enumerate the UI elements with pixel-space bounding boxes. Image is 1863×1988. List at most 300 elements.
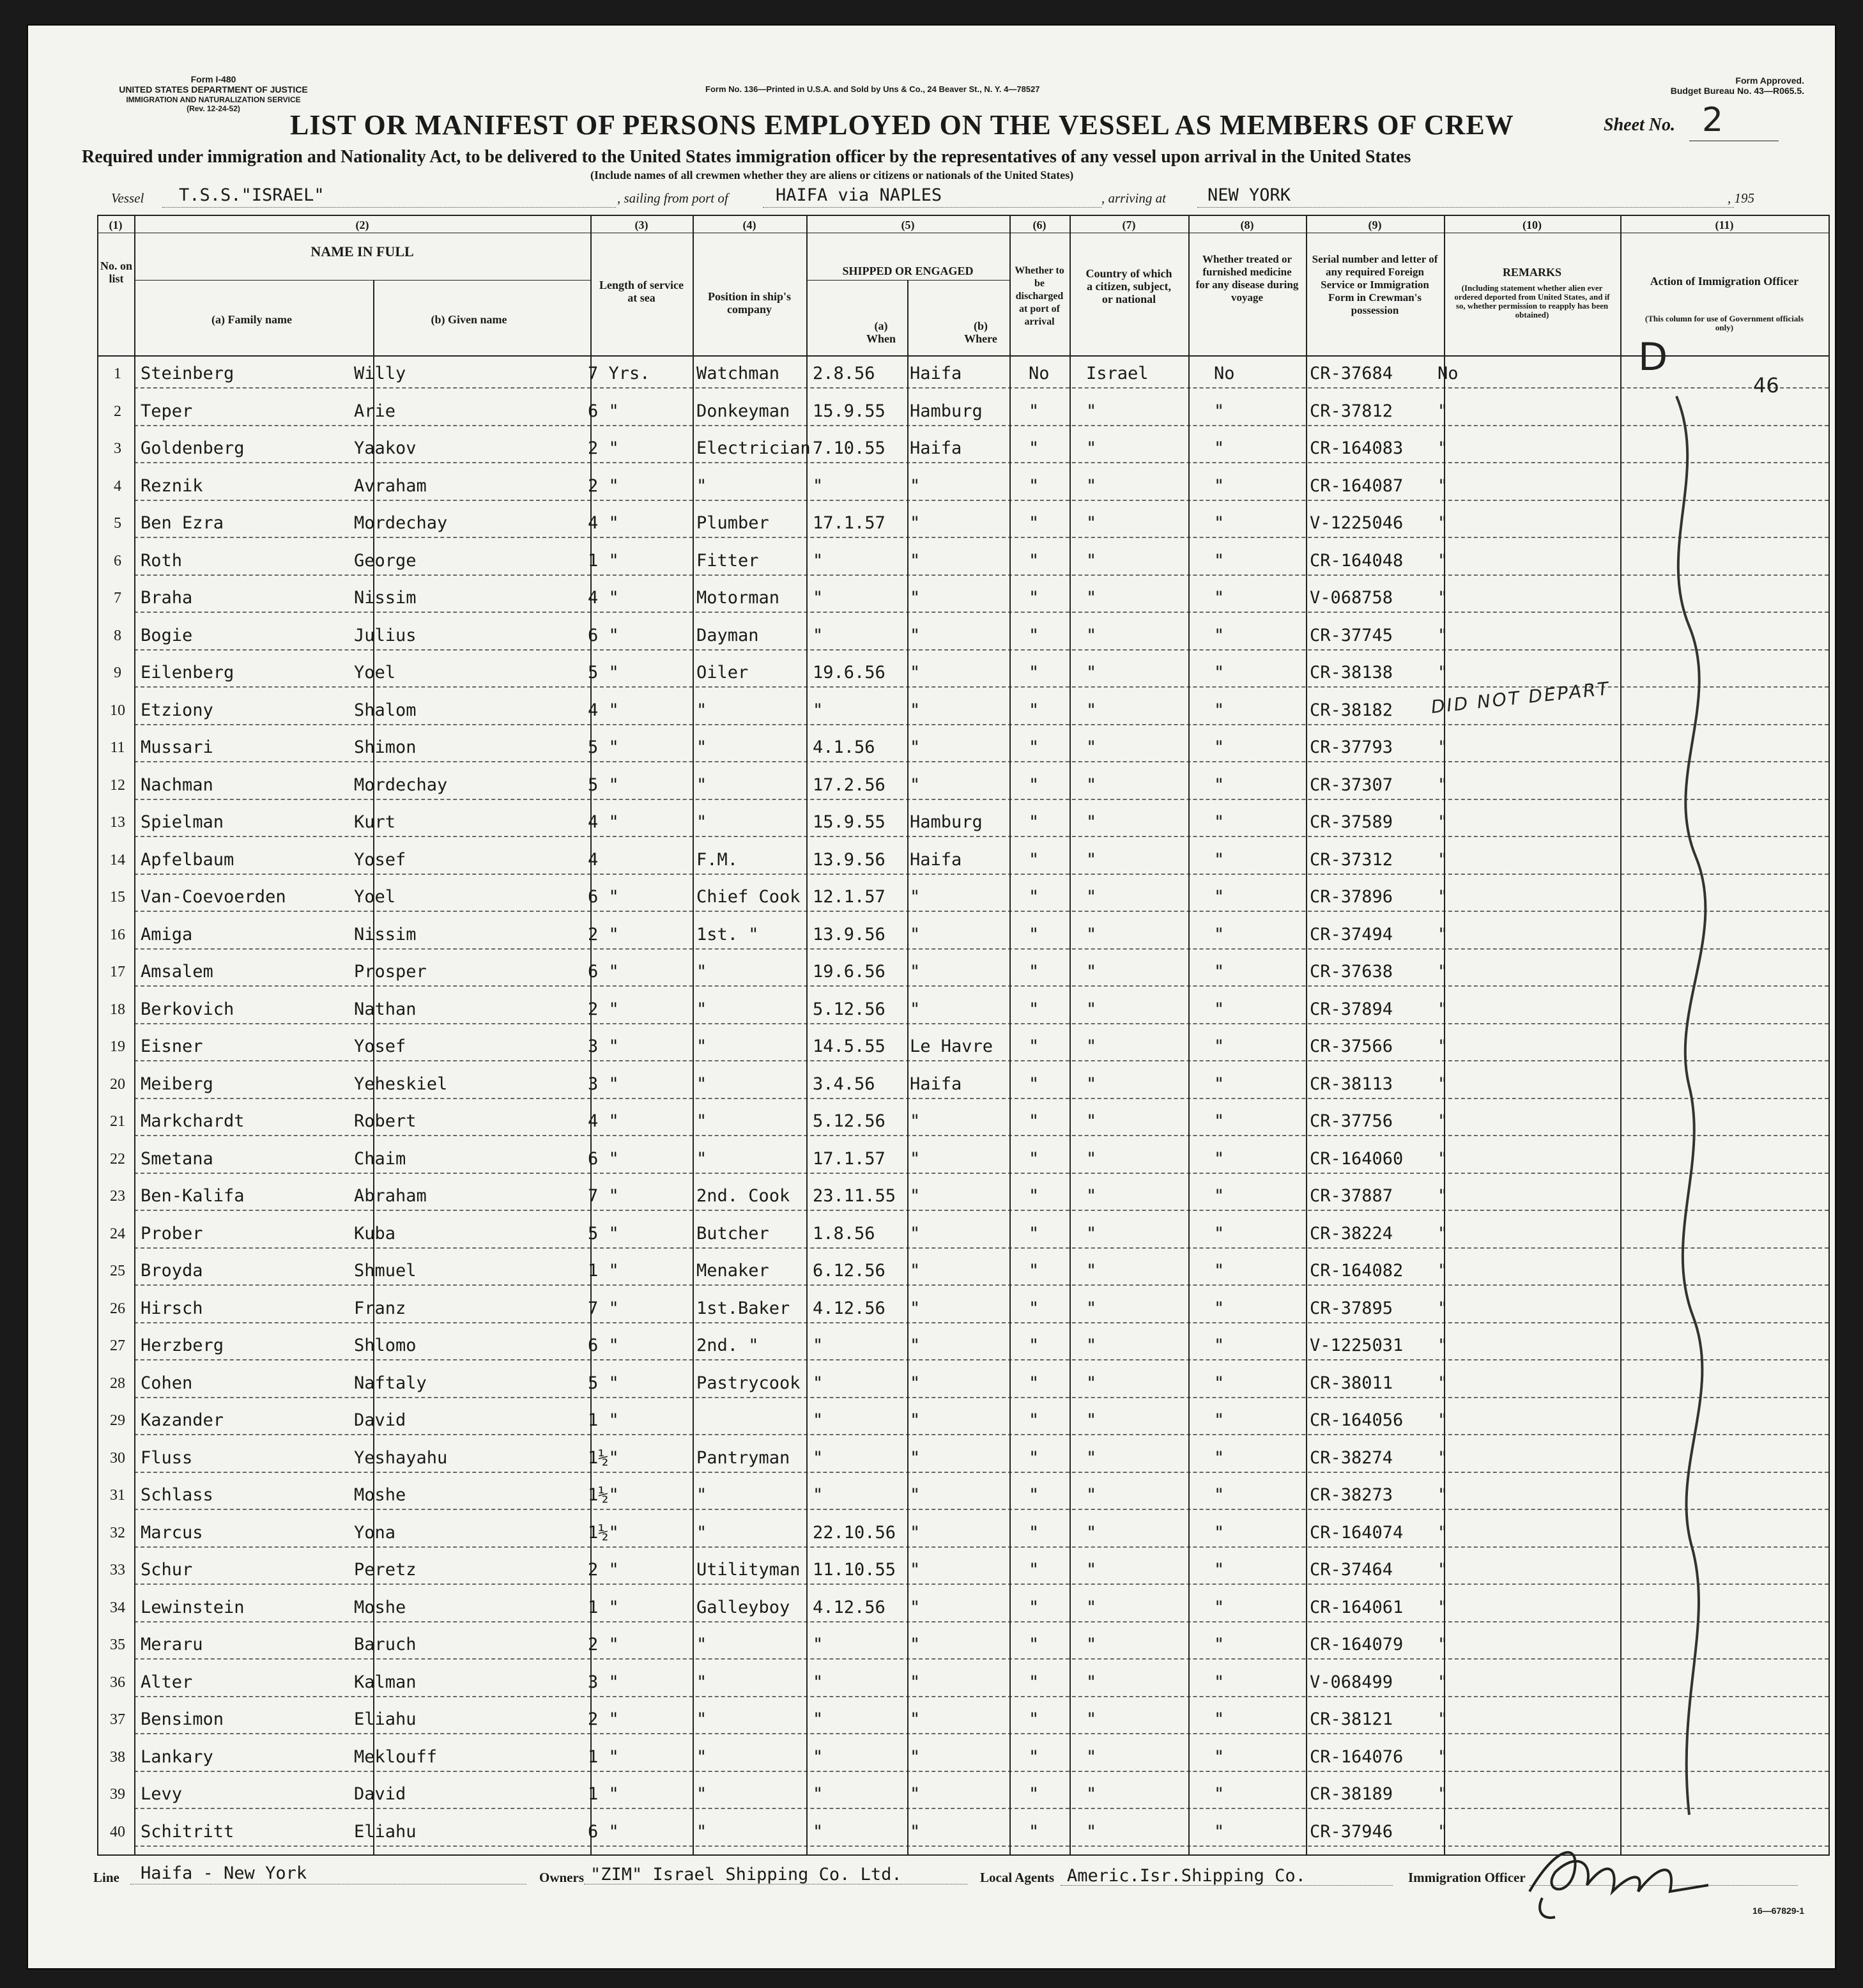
cell-position: " bbox=[696, 700, 707, 720]
cell-when: 15.9.55 bbox=[813, 812, 885, 832]
cell-family: Braha bbox=[141, 588, 193, 608]
cell-no: 8 bbox=[114, 627, 121, 644]
cell-treated: " bbox=[1214, 625, 1225, 645]
cell-no: 5 bbox=[114, 515, 121, 532]
cell-discharged: " bbox=[1029, 1672, 1039, 1692]
cell-treated: " bbox=[1214, 1298, 1225, 1318]
cell-no: 37 bbox=[110, 1711, 125, 1728]
cell-serial: CR-37312 bbox=[1310, 849, 1393, 870]
cell-discharged: " bbox=[1029, 1485, 1039, 1505]
cell-given: Chaim bbox=[354, 1148, 406, 1169]
cell-service: 3 " bbox=[588, 1036, 619, 1056]
cell-discharged: " bbox=[1029, 1709, 1039, 1729]
cell-position: Motorman bbox=[696, 588, 780, 608]
cell-when: 7.10.55 bbox=[813, 438, 885, 458]
cell-service: 5 " bbox=[588, 663, 619, 682]
col9-header: Serial number and letter of any required Foreign Service or Immigration Form in Crewman's possession bbox=[1312, 253, 1438, 316]
cell-no: 26 bbox=[110, 1300, 125, 1317]
cell-service: 5 " bbox=[588, 1373, 619, 1393]
cell-no: 39 bbox=[110, 1786, 125, 1803]
cell-where: " bbox=[910, 1447, 921, 1468]
cell-serial: CR-37896 bbox=[1310, 887, 1393, 907]
cell-family: Schlass bbox=[141, 1485, 213, 1505]
row-rule bbox=[134, 612, 1828, 613]
cell-family: Kazander bbox=[141, 1410, 224, 1430]
port-from: HAIFA via NAPLES bbox=[776, 185, 942, 205]
sheet-number: 2 bbox=[1702, 101, 1724, 139]
cell-service: 6 " bbox=[588, 1148, 619, 1169]
cell-family: Roth bbox=[141, 550, 183, 571]
cell-given: David bbox=[354, 1784, 406, 1804]
row-rule bbox=[134, 1472, 1828, 1473]
cell-country: " bbox=[1086, 1261, 1097, 1281]
cell-treated: " bbox=[1214, 1373, 1225, 1393]
cell-country: " bbox=[1086, 1036, 1097, 1056]
form-code: 16—67829-1 bbox=[1752, 1906, 1804, 1916]
row-rule bbox=[134, 874, 1828, 875]
cell-treated: " bbox=[1214, 1148, 1225, 1169]
cell-no: 30 bbox=[110, 1449, 125, 1467]
cell-given: Kalman bbox=[354, 1672, 417, 1692]
cell-family: Lankary bbox=[141, 1746, 213, 1767]
cell-treated: " bbox=[1214, 550, 1225, 571]
cell-where: " bbox=[910, 1821, 921, 1842]
cell-position: " bbox=[696, 475, 707, 496]
cell-country: " bbox=[1086, 1746, 1097, 1767]
cell-service: 4 " bbox=[588, 1111, 619, 1131]
col3-header: Length of service at sea bbox=[599, 279, 684, 304]
cell-discharged: " bbox=[1029, 1635, 1039, 1654]
cell-discharged: " bbox=[1029, 737, 1039, 757]
cell-given: Mordechay bbox=[354, 513, 448, 533]
cell-remarks: " bbox=[1438, 663, 1448, 682]
cell-service: 2 " bbox=[588, 924, 619, 944]
cell-serial: V-1225046 bbox=[1310, 513, 1404, 533]
cell-no: 34 bbox=[110, 1599, 125, 1616]
cell-country: " bbox=[1086, 1709, 1097, 1729]
cell-family: Spielman bbox=[141, 812, 224, 832]
cell-given: Moshe bbox=[354, 1597, 406, 1617]
cell-given: Moshe bbox=[354, 1485, 406, 1505]
cell-family: Cohen bbox=[141, 1373, 193, 1393]
cell-service: 6 " bbox=[588, 962, 619, 982]
cell-country: " bbox=[1086, 475, 1097, 496]
cell-country: " bbox=[1086, 625, 1097, 645]
column-rule bbox=[907, 280, 908, 1856]
column-rule bbox=[1070, 215, 1071, 1856]
line-label: Line bbox=[93, 1870, 119, 1885]
cell-discharged: " bbox=[1029, 438, 1039, 458]
row-rule bbox=[134, 1060, 1828, 1061]
cell-service: 5 " bbox=[588, 774, 619, 795]
cell-no: 2 bbox=[114, 403, 121, 420]
cell-serial: CR-37684 bbox=[1310, 364, 1393, 383]
cell-no: 22 bbox=[110, 1150, 125, 1167]
cell-given: Abraham bbox=[354, 1186, 427, 1206]
cell-treated: " bbox=[1214, 1672, 1225, 1692]
cell-service: 1½" bbox=[588, 1447, 619, 1468]
cell-no: 27 bbox=[110, 1337, 125, 1354]
cell-position: Galleyboy bbox=[696, 1597, 790, 1617]
cell-remarks: " bbox=[1438, 1298, 1448, 1318]
row-rule bbox=[134, 387, 1828, 389]
cell-treated: " bbox=[1214, 1111, 1225, 1131]
cell-when: 17.1.57 bbox=[813, 1148, 885, 1169]
cell-remarks: " bbox=[1438, 849, 1448, 870]
cell-family: Marcus bbox=[141, 1522, 203, 1543]
cell-when: " bbox=[813, 1336, 824, 1355]
cell-no: 4 bbox=[114, 477, 121, 495]
cell-given: Arie bbox=[354, 401, 396, 421]
cell-service: 7 Yrs. bbox=[588, 364, 650, 383]
cell-no: 21 bbox=[110, 1113, 125, 1130]
cell-family: Goldenberg bbox=[141, 438, 245, 458]
cell-serial: CR-37589 bbox=[1310, 812, 1393, 832]
cell-serial: CR-164079 bbox=[1310, 1635, 1404, 1654]
cell-service: 5 " bbox=[588, 737, 619, 757]
cell-serial: CR-37638 bbox=[1310, 962, 1393, 982]
col6-header: Whether to be discharged at port of arrival bbox=[1015, 265, 1064, 327]
cell-remarks: " bbox=[1438, 1784, 1448, 1804]
cell-remarks: " bbox=[1438, 1672, 1448, 1692]
cell-no: 20 bbox=[110, 1075, 125, 1093]
cell-country: " bbox=[1086, 1298, 1097, 1318]
cell-no: 6 bbox=[114, 552, 121, 569]
cell-treated: " bbox=[1214, 513, 1225, 533]
cell-where: " bbox=[910, 737, 921, 757]
cell-where: " bbox=[910, 1709, 921, 1729]
cell-given: Yeshayahu bbox=[354, 1447, 448, 1468]
cell-when: " bbox=[813, 1373, 824, 1393]
cell-where: " bbox=[910, 774, 921, 795]
cell-service: 2 " bbox=[588, 475, 619, 496]
cell-treated: " bbox=[1214, 1784, 1225, 1804]
cell-position: " bbox=[696, 1709, 707, 1729]
cell-remarks: " bbox=[1438, 475, 1448, 496]
cell-serial: CR-164060 bbox=[1310, 1148, 1404, 1169]
cell-where: " bbox=[910, 924, 921, 944]
cell-no: 9 bbox=[114, 665, 121, 681]
cell-when: " bbox=[813, 1709, 824, 1729]
cell-family: Eilenberg bbox=[141, 663, 234, 682]
cell-no: 17 bbox=[110, 964, 125, 980]
cell-treated: " bbox=[1214, 962, 1225, 982]
cell-serial: CR-164074 bbox=[1310, 1522, 1404, 1543]
cell-when: 14.5.55 bbox=[813, 1036, 885, 1056]
cell-country: " bbox=[1086, 1148, 1097, 1169]
cell-no: 7 bbox=[114, 590, 121, 606]
cell-service: 4 bbox=[588, 849, 599, 870]
cell-country: " bbox=[1086, 962, 1097, 982]
did-not-depart-annotation: DID NOT DEPART bbox=[1430, 677, 1611, 718]
cell-position: " bbox=[696, 1672, 707, 1692]
cell-when: 4.12.56 bbox=[813, 1597, 885, 1617]
cell-family: Nachman bbox=[141, 774, 213, 795]
cell-given: Shlomo bbox=[354, 1336, 417, 1355]
arriving-label: , arriving at bbox=[1101, 190, 1166, 206]
cell-country: " bbox=[1086, 1672, 1097, 1692]
cell-where: " bbox=[910, 550, 921, 571]
cell-treated: No bbox=[1214, 364, 1235, 383]
cell-remarks: " bbox=[1438, 1746, 1448, 1767]
cell-serial: CR-164076 bbox=[1310, 1746, 1404, 1767]
department: UNITED STATES DEPARTMENT OF JUSTICE bbox=[119, 84, 308, 95]
owners-value: "ZIM" Israel Shipping Co. Ltd. bbox=[590, 1865, 902, 1884]
page-title: LIST OR MANIFEST OF PERSONS EMPLOYED ON THE VESSEL AS MEMBERS OF CREW bbox=[290, 109, 1514, 141]
cell-given: Nissim bbox=[354, 924, 417, 944]
col5-num: (5) bbox=[901, 219, 915, 231]
cell-discharged: " bbox=[1029, 774, 1039, 795]
cell-where: " bbox=[910, 663, 921, 682]
cell-serial: CR-38011 bbox=[1310, 1373, 1393, 1393]
col2b-header: (b) Given name bbox=[431, 313, 507, 326]
cell-country: Israel bbox=[1086, 364, 1149, 383]
cell-treated: " bbox=[1214, 1821, 1225, 1842]
cell-serial: CR-38121 bbox=[1310, 1709, 1393, 1729]
cell-when: 4.1.56 bbox=[813, 737, 875, 757]
cell-treated: " bbox=[1214, 588, 1225, 608]
cell-country: " bbox=[1086, 401, 1097, 421]
cell-serial: CR-164082 bbox=[1310, 1261, 1404, 1281]
cell-family: Eisner bbox=[141, 1036, 203, 1056]
cell-remarks: " bbox=[1438, 999, 1448, 1019]
col7-num: (7) bbox=[1122, 219, 1136, 231]
column-rule bbox=[806, 215, 808, 1856]
cell-remarks: " bbox=[1438, 1597, 1448, 1617]
cell-family: Hirsch bbox=[141, 1298, 203, 1318]
row-rule bbox=[134, 1621, 1828, 1622]
cell-no: 33 bbox=[110, 1562, 125, 1578]
cell-where: Haifa bbox=[910, 364, 962, 383]
cell-where: " bbox=[910, 887, 921, 907]
cell-no: 31 bbox=[110, 1487, 125, 1504]
cell-position: " bbox=[696, 1522, 707, 1543]
cell-remarks: " bbox=[1438, 1336, 1448, 1355]
cell-position: Pantryman bbox=[696, 1447, 790, 1468]
row-rule bbox=[134, 1247, 1828, 1249]
cell-position: " bbox=[696, 1746, 707, 1767]
cell-serial: CR-164083 bbox=[1310, 438, 1404, 458]
cell-service: 1 " bbox=[588, 1784, 619, 1804]
cell-given: Meklouff bbox=[354, 1746, 438, 1767]
row-rule bbox=[134, 1397, 1828, 1398]
cell-treated: " bbox=[1214, 887, 1225, 907]
cell-treated: " bbox=[1214, 438, 1225, 458]
cell-when: 5.12.56 bbox=[813, 999, 885, 1019]
cell-position: Oiler bbox=[696, 663, 749, 682]
cell-given: Peretz bbox=[354, 1560, 417, 1580]
cell-service: 6 " bbox=[588, 401, 619, 421]
col9-num: (9) bbox=[1368, 219, 1382, 231]
cell-serial: CR-37812 bbox=[1310, 401, 1393, 421]
cell-where: Hamburg bbox=[910, 401, 983, 421]
cell-position: Donkeyman bbox=[696, 401, 790, 421]
cell-service: 6 " bbox=[588, 887, 619, 907]
col2-num: (2) bbox=[355, 219, 369, 231]
cell-serial: CR-37494 bbox=[1310, 924, 1393, 944]
cell-given: Nissim bbox=[354, 588, 417, 608]
cell-where: " bbox=[910, 475, 921, 496]
cell-remarks: " bbox=[1438, 1410, 1448, 1430]
cell-remarks: " bbox=[1438, 1522, 1448, 1543]
cell-treated: " bbox=[1214, 924, 1225, 944]
column-rule bbox=[1828, 215, 1830, 1856]
cell-family: Herzberg bbox=[141, 1336, 224, 1355]
cell-country: " bbox=[1086, 663, 1097, 682]
row-rule bbox=[134, 1023, 1828, 1024]
cell-family: Etziony bbox=[141, 700, 213, 720]
cell-given: Yaakov bbox=[354, 438, 417, 458]
cell-position: " bbox=[696, 999, 707, 1019]
revision: (Rev. 12-24-52) bbox=[187, 104, 240, 113]
cell-treated: " bbox=[1214, 663, 1225, 682]
cell-discharged: " bbox=[1029, 475, 1039, 496]
include-note: (Include names of all crewmen whether they are aliens or citizens or nationals of the United States) bbox=[590, 169, 1074, 181]
cell-discharged: " bbox=[1029, 588, 1039, 608]
cell-no: 18 bbox=[110, 1001, 125, 1018]
cell-discharged: " bbox=[1029, 1784, 1039, 1804]
cell-when: " bbox=[813, 700, 824, 720]
cell-serial: CR-164061 bbox=[1310, 1597, 1404, 1617]
cell-remarks: " bbox=[1438, 1111, 1448, 1131]
cell-family: Steinberg bbox=[141, 364, 234, 383]
col2-header: NAME IN FULL bbox=[310, 243, 414, 259]
cell-no: 16 bbox=[110, 926, 125, 943]
cell-remarks: " bbox=[1438, 962, 1448, 982]
cell-no: 14 bbox=[110, 851, 125, 868]
cell-country: " bbox=[1086, 1447, 1097, 1468]
cell-when: 19.6.56 bbox=[813, 663, 885, 682]
col1-num: (1) bbox=[109, 219, 123, 231]
officer-label: Immigration Officer bbox=[1408, 1870, 1526, 1885]
sheet-label: Sheet No. bbox=[1604, 115, 1675, 135]
cell-when: 17.1.57 bbox=[813, 513, 885, 533]
cell-service: 1 " bbox=[588, 1746, 619, 1767]
cell-discharged: " bbox=[1029, 999, 1039, 1019]
cell-when: 23.11.55 bbox=[813, 1186, 896, 1206]
cell-serial: CR-38182 bbox=[1310, 700, 1393, 720]
cell-treated: " bbox=[1214, 1635, 1225, 1654]
cell-country: " bbox=[1086, 550, 1097, 571]
cell-given: Eliahu bbox=[354, 1709, 417, 1729]
row-rule bbox=[134, 1210, 1828, 1211]
row-rule bbox=[134, 836, 1828, 837]
manifest-page bbox=[28, 26, 1835, 1968]
cell-no: 38 bbox=[110, 1748, 125, 1766]
year-label: , 195 bbox=[1728, 190, 1754, 206]
cell-family: Meraru bbox=[141, 1635, 203, 1654]
cell-family: Reznik bbox=[141, 475, 203, 496]
form-id: Form I-480 bbox=[190, 74, 236, 84]
cell-remarks: " bbox=[1438, 1186, 1448, 1206]
row-rule bbox=[134, 1135, 1828, 1136]
cell-remarks: " bbox=[1438, 513, 1448, 533]
cell-discharged: " bbox=[1029, 887, 1039, 907]
cell-position: " bbox=[696, 1111, 707, 1131]
cell-no: 1 bbox=[114, 366, 121, 382]
cell-when: " bbox=[813, 1635, 824, 1654]
cell-remarks: " bbox=[1438, 1223, 1448, 1244]
col10-header: REMARKS bbox=[1502, 266, 1561, 279]
cell-given: Kurt bbox=[354, 812, 396, 832]
cell-when: 22.10.56 bbox=[813, 1522, 896, 1543]
cell-treated: " bbox=[1214, 1036, 1225, 1056]
cell-no: 24 bbox=[110, 1225, 125, 1242]
cell-remarks: " bbox=[1438, 1485, 1448, 1505]
cell-discharged: " bbox=[1029, 625, 1039, 645]
cell-discharged: " bbox=[1029, 1298, 1039, 1318]
cell-discharged: " bbox=[1029, 1261, 1039, 1281]
cell-remarks: " bbox=[1438, 737, 1448, 757]
cell-given: Yosef bbox=[354, 849, 406, 870]
cell-discharged: " bbox=[1029, 700, 1039, 720]
cell-treated: " bbox=[1214, 1261, 1225, 1281]
cell-given: Willy bbox=[354, 364, 406, 383]
cell-given: Baruch bbox=[354, 1635, 417, 1654]
cell-position: Watchman bbox=[696, 364, 780, 383]
cell-no: 12 bbox=[110, 776, 125, 794]
cell-given: Mordechay bbox=[354, 774, 448, 795]
cell-no: 40 bbox=[110, 1823, 125, 1840]
cell-country: " bbox=[1086, 849, 1097, 870]
cell-where: " bbox=[910, 1298, 921, 1318]
cell-service: 7 " bbox=[588, 1298, 619, 1318]
cell-country: " bbox=[1086, 737, 1097, 757]
cell-serial: V-068758 bbox=[1310, 588, 1393, 608]
cell-service: 2 " bbox=[588, 438, 619, 458]
cell-remarks: " bbox=[1438, 812, 1448, 832]
agents-value: Americ.Isr.Shipping Co. bbox=[1067, 1866, 1306, 1886]
cell-country: " bbox=[1086, 887, 1097, 907]
cell-family: Amsalem bbox=[141, 962, 213, 982]
cell-treated: " bbox=[1214, 401, 1225, 421]
cell-discharged: " bbox=[1029, 1111, 1039, 1131]
cell-service: 1½" bbox=[588, 1485, 619, 1505]
cell-given: Shimon bbox=[354, 737, 417, 757]
cell-family: Meiberg bbox=[141, 1074, 213, 1094]
cell-no: 36 bbox=[110, 1674, 125, 1691]
cell-treated: " bbox=[1214, 1186, 1225, 1206]
cell-discharged: " bbox=[1029, 401, 1039, 421]
cell-position: F.M. bbox=[696, 849, 739, 870]
cell-position: Dayman bbox=[696, 625, 759, 645]
cell-treated: " bbox=[1214, 1560, 1225, 1580]
cell-treated: " bbox=[1214, 774, 1225, 795]
cell-where: " bbox=[910, 1522, 921, 1543]
cell-where: " bbox=[910, 1635, 921, 1654]
cell-position: Fitter bbox=[696, 550, 759, 571]
cell-country: " bbox=[1086, 1223, 1097, 1244]
col5a-header: (a) When bbox=[866, 320, 896, 345]
cell-family: Levy bbox=[141, 1784, 183, 1804]
cell-where: " bbox=[910, 1148, 921, 1169]
cell-where: " bbox=[910, 1560, 921, 1580]
cell-serial: CR-164087 bbox=[1310, 475, 1404, 496]
row-rule bbox=[134, 1509, 1828, 1510]
cell-discharged: " bbox=[1029, 812, 1039, 832]
cell-remarks: " bbox=[1438, 774, 1448, 795]
cell-service: 1 " bbox=[588, 1410, 619, 1430]
cell-no: 19 bbox=[110, 1038, 125, 1055]
cell-discharged: " bbox=[1029, 1410, 1039, 1430]
cell-where: " bbox=[910, 625, 921, 645]
cell-treated: " bbox=[1214, 700, 1225, 720]
cell-when: 4.12.56 bbox=[813, 1298, 885, 1318]
cell-country: " bbox=[1086, 1784, 1097, 1804]
cell-discharged: " bbox=[1029, 513, 1039, 533]
cell-no: 11 bbox=[110, 739, 125, 756]
cell-service: 1 " bbox=[588, 1597, 619, 1617]
